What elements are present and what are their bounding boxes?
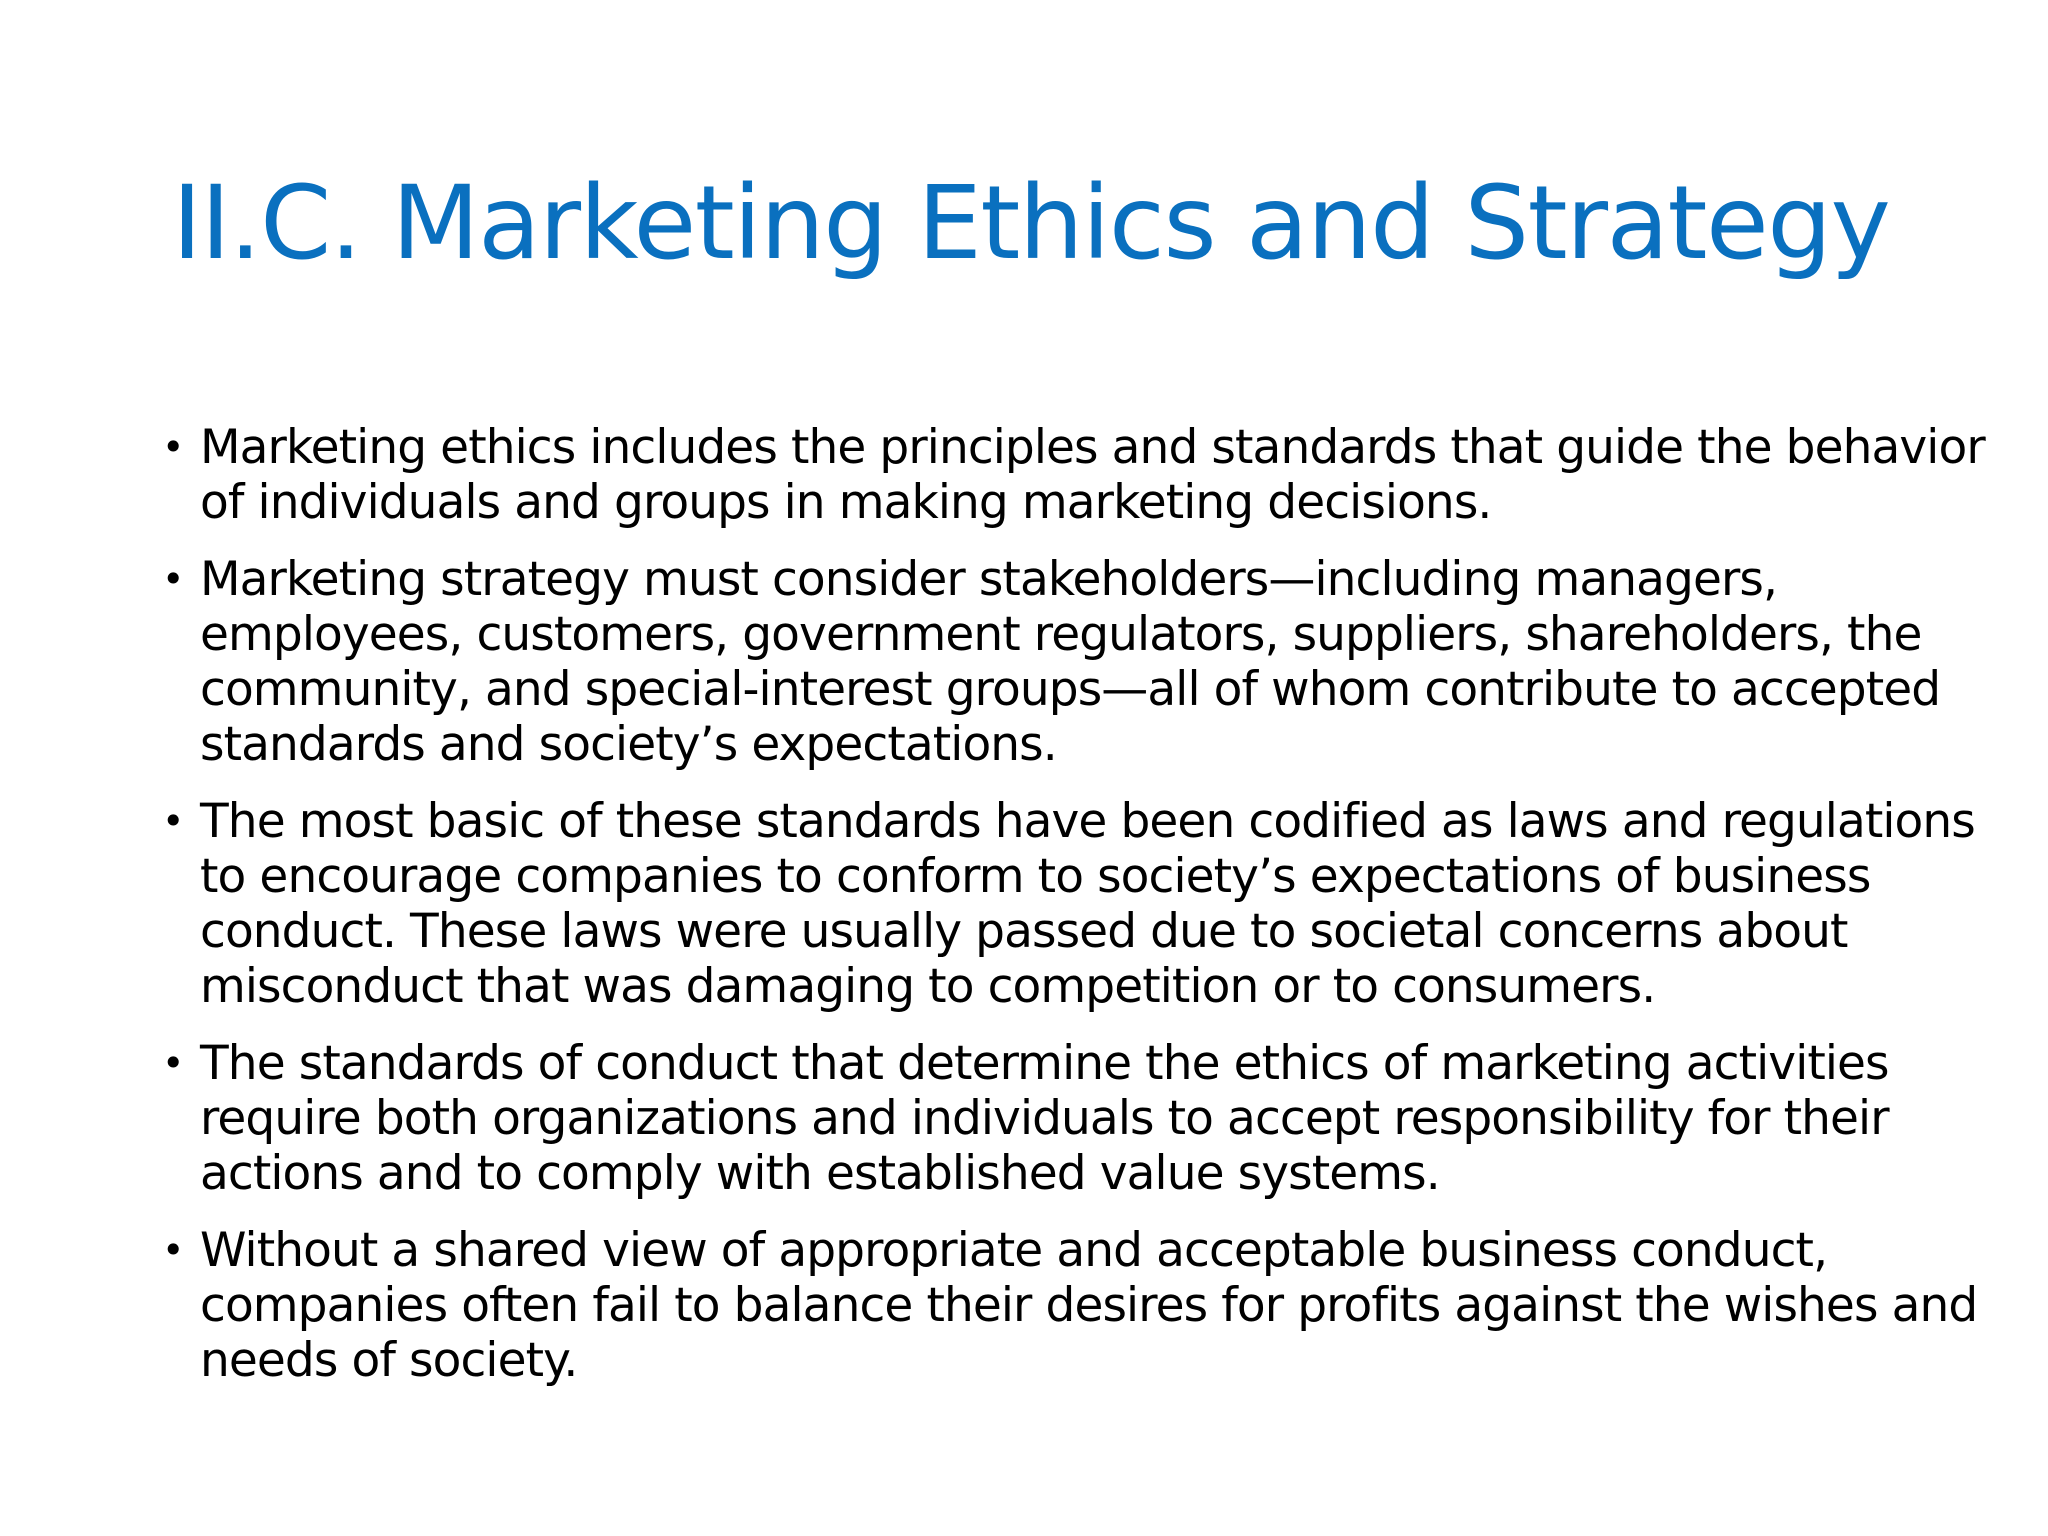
bullet-text: Marketing strategy must consider stakeholders—including managers, employees, customers, government regulators, suppliers, shareholders, the community, and special-interest groups—all of whom contribute to accepted standards and society’s expectations. — [200, 552, 1941, 772]
slide-title: II.C. Marketing Ethics and Strategy — [172, 164, 1890, 283]
bullet-text: The most basic of these standards have been codified as laws and regulations to encourage companies to conform to society’s expectations of business conduct. These laws were usually passed due to societal concerns about misconduct that was damaging to competition or to consumers. — [200, 794, 1975, 1014]
bullet-item — [160, 1223, 1990, 1388]
bullet-item — [160, 552, 1990, 772]
bullet-marker: • — [162, 1041, 184, 1085]
bullet-text: The standards of conduct that determine the ethics of marketing activities require both organizations and individuals to accept responsibility for their actions and to comply with established value systems. — [200, 1036, 1889, 1201]
bullet-text: Without a shared view of appropriate and acceptable business conduct, companies often fail to balance their desires for profits against the wishes and needs of society. — [200, 1223, 1978, 1388]
bullet-marker: • — [162, 425, 184, 469]
bullet-item — [160, 794, 1990, 1014]
bullet-marker: • — [162, 1228, 184, 1272]
bullet-item — [160, 1036, 1990, 1201]
bullet-marker: • — [162, 799, 184, 843]
bullet-item — [160, 420, 1990, 530]
bullet-marker: • — [162, 557, 184, 601]
bullet-text: Marketing ethics includes the principles and standards that guide the behavior of individuals and groups in making marketing decisions. — [200, 420, 1985, 530]
bullet-list — [160, 420, 1990, 1410]
